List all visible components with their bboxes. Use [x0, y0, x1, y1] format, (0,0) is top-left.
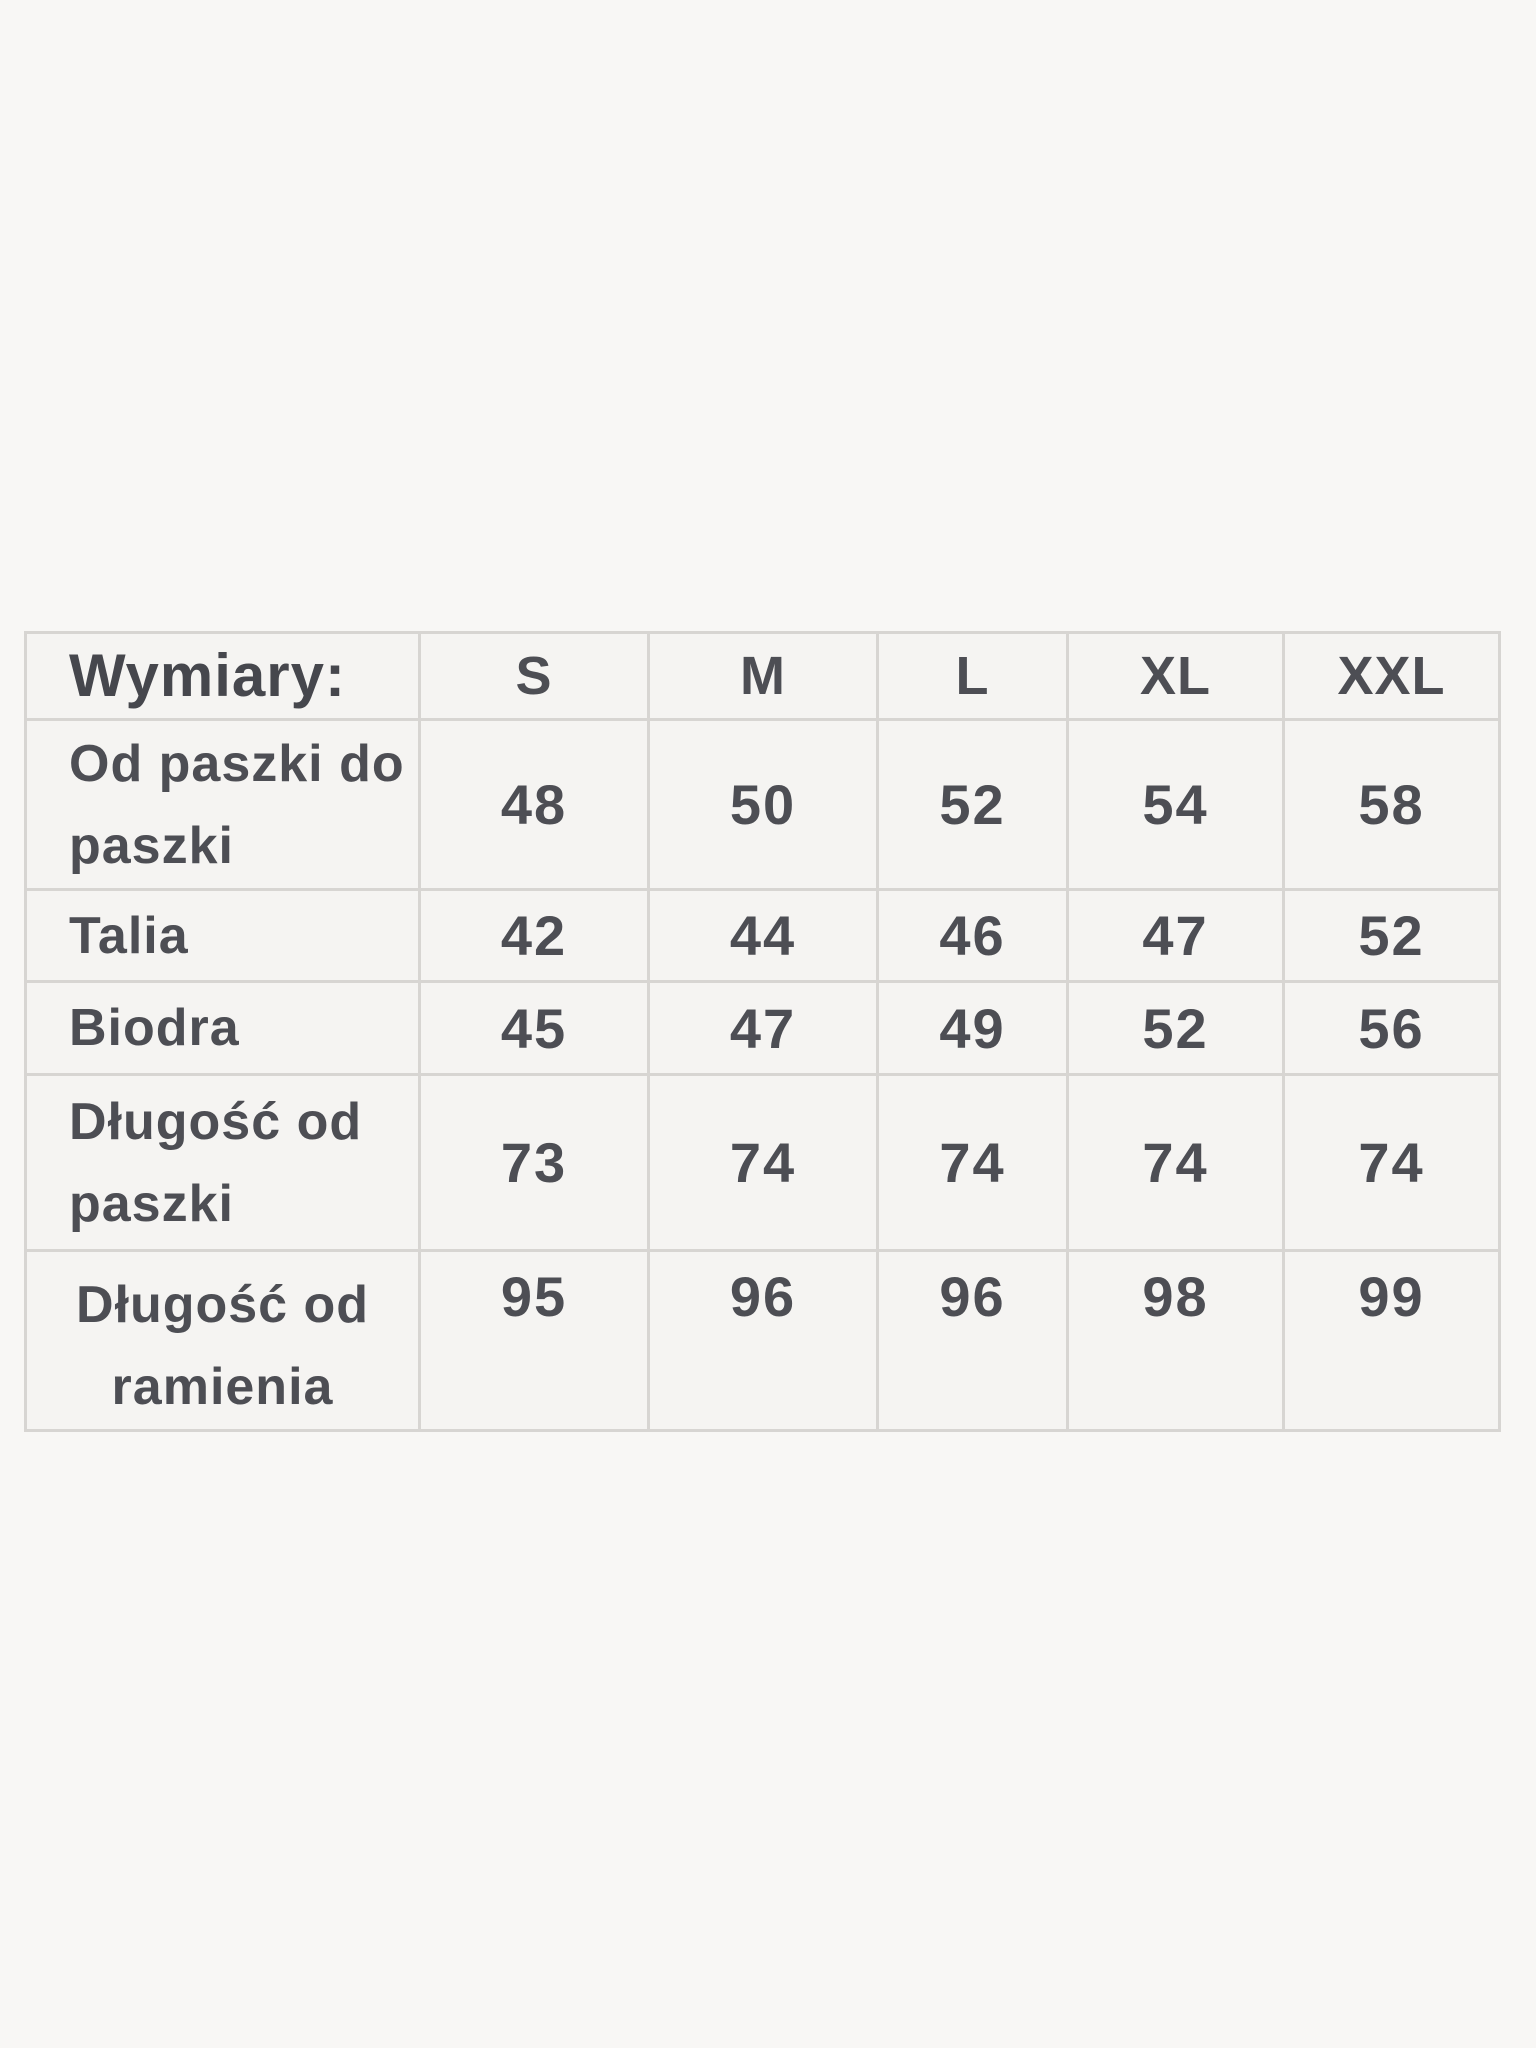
value-cell: 74	[878, 1075, 1068, 1251]
table-row-length-from-shoulder	[26, 1251, 1500, 1431]
value-cell: 73	[420, 1075, 649, 1251]
value-cell: 50	[649, 720, 878, 890]
value-cell: 96	[878, 1251, 1068, 1431]
value-cell: 52	[1068, 982, 1284, 1075]
value-cell: 47	[1068, 890, 1284, 982]
value-cell: 58	[1284, 720, 1500, 890]
header-cell-size-l: L	[878, 633, 1068, 720]
value-cell: 46	[878, 890, 1068, 982]
value-cell: 98	[1068, 1251, 1284, 1431]
row-label: Biodra	[26, 982, 420, 1075]
value-cell: 95	[420, 1251, 649, 1431]
header-cell-size-m: M	[649, 633, 878, 720]
table-row-length-from-armpit	[26, 1075, 1500, 1251]
header-cell-size-xl: XL	[1068, 633, 1284, 720]
row-label: Długość od paszki	[26, 1075, 420, 1251]
table-row-hips	[26, 982, 1500, 1075]
value-cell: 44	[649, 890, 878, 982]
value-cell: 45	[420, 982, 649, 1075]
row-label: Długość od ramienia	[26, 1251, 420, 1431]
value-cell: 74	[649, 1075, 878, 1251]
table-title: Wymiary:	[26, 633, 420, 720]
size-chart-table	[24, 631, 1501, 1432]
value-cell: 52	[1284, 890, 1500, 982]
header-row	[26, 633, 1500, 720]
value-cell: 47	[649, 982, 878, 1075]
row-label: Talia	[26, 890, 420, 982]
value-cell: 54	[1068, 720, 1284, 890]
value-cell: 74	[1068, 1075, 1284, 1251]
header-cell-size-xxl: XXL	[1284, 633, 1500, 720]
value-cell: 74	[1284, 1075, 1500, 1251]
table-row-waist	[26, 890, 1500, 982]
header-cell-size-s: S	[420, 633, 649, 720]
value-cell: 48	[420, 720, 649, 890]
value-cell: 52	[878, 720, 1068, 890]
value-cell: 96	[649, 1251, 878, 1431]
value-cell: 49	[878, 982, 1068, 1075]
value-cell: 56	[1284, 982, 1500, 1075]
value-cell: 42	[420, 890, 649, 982]
row-label: Od paszki do paszki	[26, 720, 420, 890]
value-cell: 99	[1284, 1251, 1500, 1431]
table-row-bust	[26, 720, 1500, 890]
